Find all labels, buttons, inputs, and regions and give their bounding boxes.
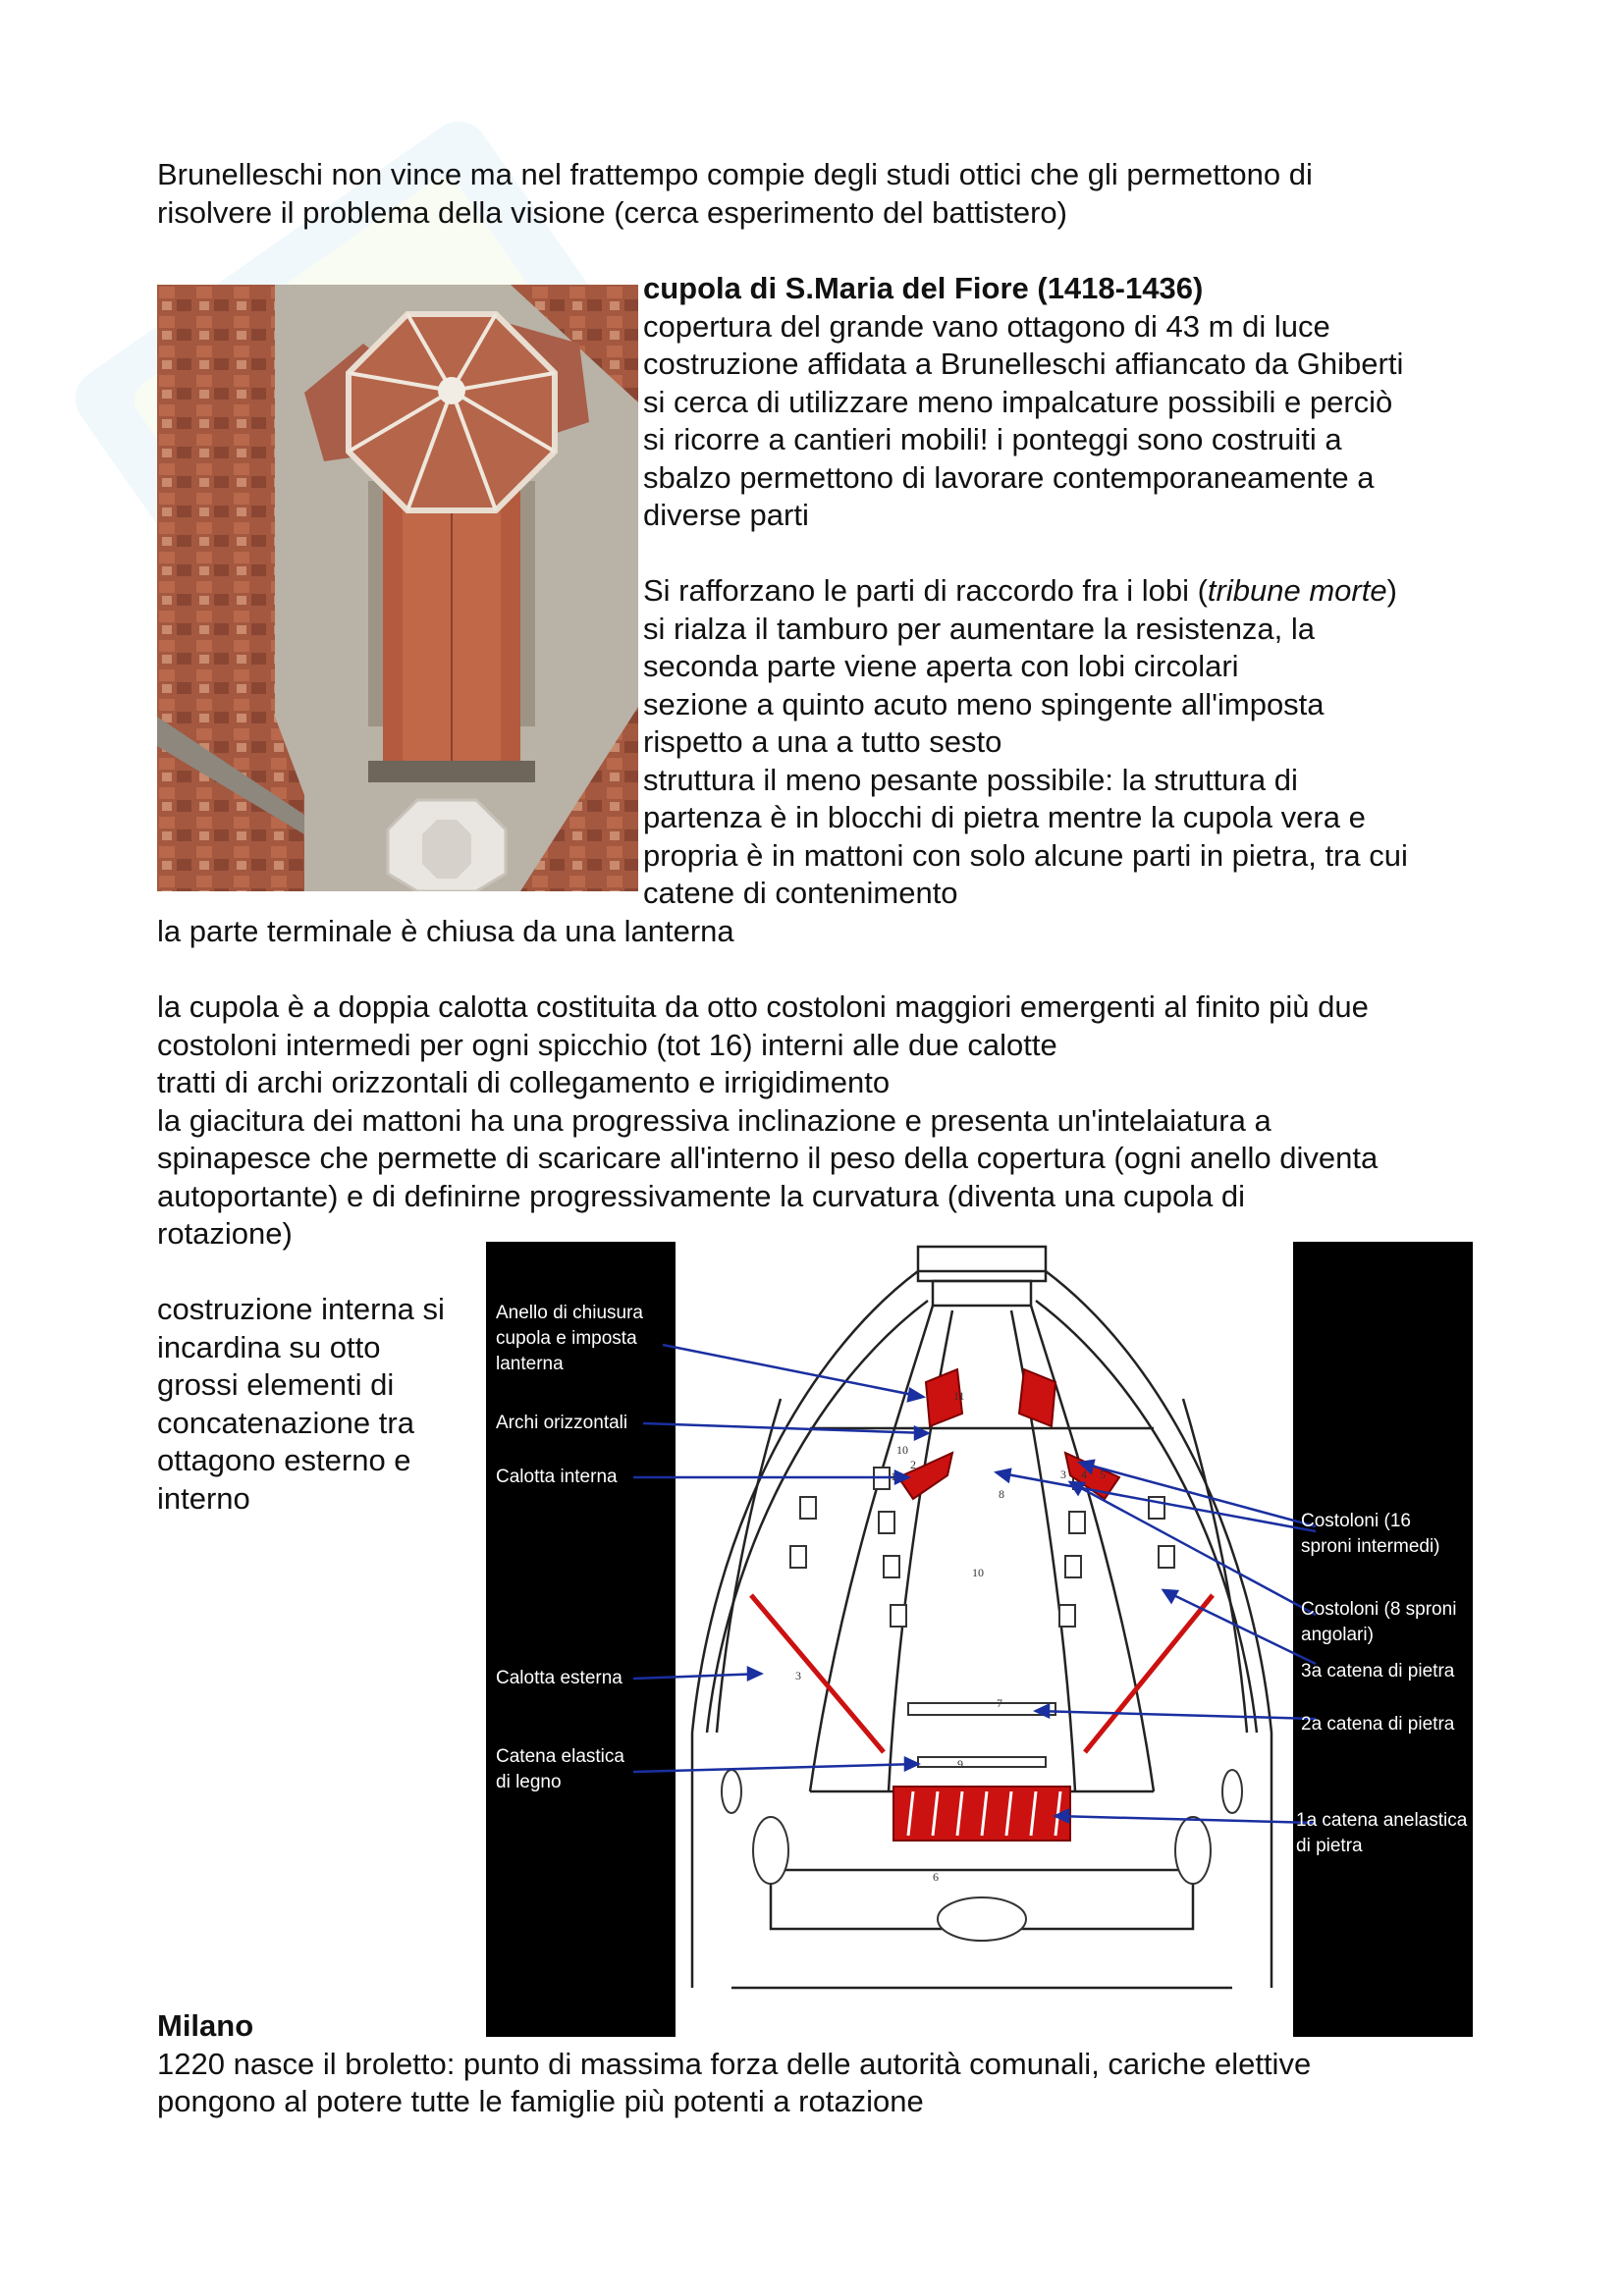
label-catena-1 bbox=[1296, 1808, 1467, 1859]
intro-line: risolvere il problema della visione (cerca esperimento del battistero) bbox=[157, 194, 1067, 230]
dome-cutaway-diagram bbox=[486, 1242, 1473, 2037]
calotta-text bbox=[157, 913, 1378, 1254]
label-catena-legno bbox=[496, 1744, 624, 1795]
label-line: di pietra bbox=[1296, 1836, 1363, 1856]
milano-title: Milano bbox=[157, 2008, 254, 2043]
costruzione-line: grossi elementi di bbox=[157, 1367, 395, 1402]
label-line: sproni intermedi) bbox=[1301, 1536, 1440, 1557]
costruzione-line: interno bbox=[157, 1480, 250, 1516]
cupola-line: costruzione affidata a Brunelleschi affiancato da Ghiberti bbox=[643, 347, 1404, 381]
label-costoloni-8 bbox=[1301, 1597, 1456, 1648]
label-calotta-interna bbox=[496, 1465, 618, 1490]
number-label: 7 bbox=[997, 1696, 1002, 1710]
text-span: Si rafforzano le parti di raccordo fra i lobi ( bbox=[643, 573, 1208, 608]
cupola-line: sezione a quinto acuto meno spingente all'imposta bbox=[643, 686, 1325, 721]
number-label: 3 bbox=[1060, 1468, 1066, 1481]
number-label: 5 bbox=[1100, 1468, 1106, 1481]
number-label: 8 bbox=[999, 1487, 1004, 1501]
label-line: lanterna bbox=[496, 1354, 564, 1374]
label-costoloni-16 bbox=[1301, 1509, 1440, 1560]
cupola-line: seconda parte viene aperta con lobi circolari bbox=[643, 649, 1239, 683]
cupola-line: struttura il meno pesante possibile: la struttura di bbox=[643, 762, 1298, 797]
label-catena-2 bbox=[1301, 1712, 1454, 1737]
blank-line bbox=[643, 535, 1408, 573]
cupola-text bbox=[643, 270, 1408, 913]
costruzione-text bbox=[157, 1291, 445, 1518]
label-line: Calotta esterna bbox=[496, 1668, 622, 1688]
intro-paragraph bbox=[157, 156, 1313, 232]
calotta-line: costoloni intermedi per ogni spicchio (tot 16) interni alle due calotte bbox=[157, 1027, 1057, 1062]
aerial-photo-duomo bbox=[157, 285, 638, 891]
label-line: Archi orizzontali bbox=[496, 1413, 628, 1433]
label-line: Costoloni (16 bbox=[1301, 1511, 1411, 1531]
tribune-morte-term: tribune morte bbox=[1207, 573, 1387, 608]
cupola-line: propria è in mattoni con solo alcune parti in pietra, tra cui bbox=[643, 837, 1408, 873]
cupola-line: copertura del grande vano ottagono di 43 m di luce bbox=[643, 308, 1330, 344]
number-label: 4 bbox=[1081, 1468, 1087, 1481]
costruzione-line: concatenazione tra bbox=[157, 1405, 414, 1440]
number-label: 10 bbox=[972, 1566, 984, 1579]
label-line: Costoloni (8 sproni bbox=[1301, 1599, 1457, 1620]
calotta-line: autoportante) e di definirne progressivamente la curvatura (diventa una cupola di bbox=[157, 1178, 1246, 1213]
milano-line: pongono al potere tutte le famiglie più potenti a rotazione bbox=[157, 2084, 924, 2118]
cupola-line: sbalzo permettono di lavorare contemporaneamente a bbox=[643, 459, 1375, 495]
number-label: 1 bbox=[891, 1469, 896, 1483]
cupola-line: diverse parti bbox=[643, 498, 809, 532]
text-span: ) bbox=[1386, 573, 1397, 608]
label-line: 2a catena di pietra bbox=[1301, 1714, 1455, 1735]
number-label: 6 bbox=[933, 1870, 939, 1884]
lantern-line: la parte terminale è chiusa da una lanterna bbox=[157, 914, 734, 948]
label-line: di legno bbox=[496, 1772, 562, 1792]
cupola-line: rispetto a una a tutto sesto bbox=[643, 724, 1002, 759]
costruzione-line: incardina su otto bbox=[157, 1329, 381, 1364]
label-line: Calotta interna bbox=[496, 1467, 618, 1487]
cupola-line: si cerca di utilizzare meno impalcature possibili e perciò bbox=[643, 384, 1393, 419]
number-label: 3 bbox=[795, 1669, 801, 1682]
costruzione-line: costruzione interna si bbox=[157, 1292, 445, 1326]
cupola-line: catene di contenimento bbox=[643, 876, 958, 910]
number-label: 9 bbox=[957, 1757, 963, 1771]
label-catena-3 bbox=[1301, 1659, 1454, 1684]
cupola-line: si ricorre a cantieri mobili! i ponteggi sono costruiti a bbox=[643, 422, 1342, 456]
label-line: Anello di chiusura bbox=[496, 1303, 643, 1323]
cupola-line: partenza è in blocchi di pietra mentre la cupola vera e bbox=[643, 800, 1366, 834]
calotta-line: la cupola è a doppia calotta costituita da otto costoloni maggiori emergenti al finito più due bbox=[157, 989, 1369, 1024]
costruzione-line: ottagono esterno e bbox=[157, 1443, 411, 1477]
label-anello-chiusura bbox=[496, 1301, 643, 1377]
label-line: cupola e imposta bbox=[496, 1328, 637, 1349]
label-line: Catena elastica bbox=[496, 1746, 624, 1767]
cupola-para2-first bbox=[643, 572, 1408, 611]
label-calotta-esterna bbox=[496, 1666, 622, 1691]
calotta-line: tratti di archi orizzontali di collegamento e irrigidimento bbox=[157, 1065, 891, 1099]
label-line: 3a catena di pietra bbox=[1301, 1661, 1455, 1682]
number-label: 2 bbox=[910, 1458, 916, 1471]
number-label: 10 bbox=[896, 1443, 908, 1457]
label-line: angolari) bbox=[1301, 1625, 1374, 1645]
cupola-title: cupola di S.Maria del Fiore (1418-1436) bbox=[643, 271, 1204, 305]
calotta-line: rotazione) bbox=[157, 1216, 293, 1251]
label-archi-orizzontali bbox=[496, 1411, 627, 1436]
label-line: 1a catena anelastica bbox=[1296, 1810, 1468, 1831]
milano-line: 1220 nasce il broletto: punto di massima forza delle autorità comunali, cariche elettive bbox=[157, 2046, 1312, 2081]
number-label: 11 bbox=[953, 1389, 965, 1403]
milano-section bbox=[157, 2007, 1311, 2121]
calotta-line: la giacitura dei mattoni ha una progressiva inclinazione e presenta un'intelaiatura a bbox=[157, 1102, 1271, 1138]
calotta-line: spinapesce che permette di scaricare all'interno il peso della copertura (ogni anello diventa bbox=[157, 1141, 1379, 1175]
blank-line bbox=[157, 951, 1378, 989]
intro-line: Brunelleschi non vince ma nel frattempo compie degli studi ottici che gli permettono di bbox=[157, 157, 1313, 191]
cupola-line: si rialza il tamburo per aumentare la resistenza, la bbox=[643, 611, 1316, 646]
